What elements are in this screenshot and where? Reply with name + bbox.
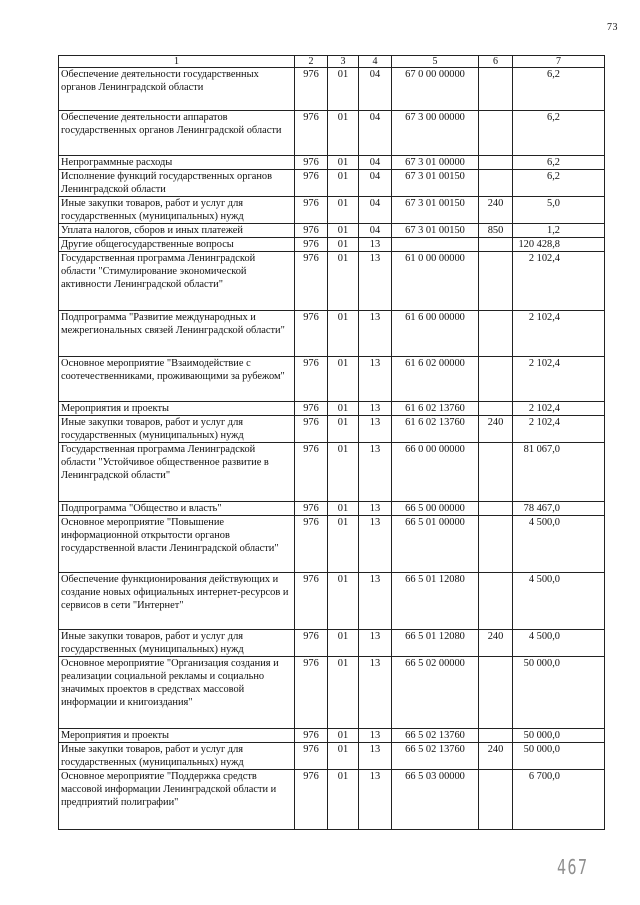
cell-admin-code: 976: [295, 729, 328, 743]
cell-name: Мероприятия и проекты: [59, 729, 295, 743]
cell-target-article: 66 5 02 13760: [392, 743, 479, 770]
cell-subsection: 13: [359, 630, 392, 657]
cell-name: Основное мероприятие "Взаимодействие с соотечественниками, проживающими за рубежом": [59, 357, 295, 402]
cell-amount: 4 500,0: [513, 573, 605, 630]
cell-subsection: 13: [359, 416, 392, 443]
cell-admin-code: 976: [295, 743, 328, 770]
cell-expense-type: [479, 357, 513, 402]
cell-amount: 2 102,4: [513, 311, 605, 357]
cell-section: 01: [328, 357, 359, 402]
cell-section: 01: [328, 68, 359, 111]
cell-expense-type: [479, 111, 513, 156]
table-row: [59, 443, 605, 502]
cell-expense-type: [479, 770, 513, 830]
cell-amount: 4 500,0: [513, 630, 605, 657]
cell-subsection: 04: [359, 170, 392, 197]
cell-amount: 50 000,0: [513, 743, 605, 770]
table-row: [59, 657, 605, 729]
cell-amount: 6,2: [513, 68, 605, 111]
cell-amount: 78 467,0: [513, 502, 605, 516]
table-row: [59, 197, 605, 224]
table-row: [59, 357, 605, 402]
cell-name: Иные закупки товаров, работ и услуг для государственных (муниципальных) нужд: [59, 630, 295, 657]
cell-admin-code: 976: [295, 170, 328, 197]
cell-target-article: 67 3 01 00150: [392, 170, 479, 197]
cell-target-article: 61 6 02 13760: [392, 402, 479, 416]
cell-subsection: 13: [359, 402, 392, 416]
cell-section: 01: [328, 516, 359, 573]
cell-name: Основное мероприятие "Повышение информационной открытости органов государственной власти Ленинградской области": [59, 516, 295, 573]
cell-admin-code: 976: [295, 630, 328, 657]
cell-target-article: 66 5 01 12080: [392, 630, 479, 657]
cell-expense-type: [479, 502, 513, 516]
cell-amount: 2 102,4: [513, 252, 605, 311]
column-header: 6: [479, 56, 513, 68]
cell-admin-code: 976: [295, 238, 328, 252]
cell-expense-type: 240: [479, 416, 513, 443]
cell-expense-type: [479, 729, 513, 743]
cell-expense-type: [479, 252, 513, 311]
cell-expense-type: 240: [479, 630, 513, 657]
cell-expense-type: 240: [479, 743, 513, 770]
cell-name: Иные закупки товаров, работ и услуг для государственных (муниципальных) нужд: [59, 416, 295, 443]
cell-target-article: 66 0 00 00000: [392, 443, 479, 502]
table-row: [59, 416, 605, 443]
cell-target-article: 66 5 02 13760: [392, 729, 479, 743]
cell-section: 01: [328, 197, 359, 224]
cell-section: 01: [328, 252, 359, 311]
cell-name: Иные закупки товаров, работ и услуг для государственных (муниципальных) нужд: [59, 197, 295, 224]
cell-name: Обеспечение деятельности аппаратов государственных органов Ленинградской области: [59, 111, 295, 156]
cell-amount: 6,2: [513, 111, 605, 156]
cell-subsection: 13: [359, 357, 392, 402]
cell-name: Непрограммные расходы: [59, 156, 295, 170]
cell-expense-type: [479, 573, 513, 630]
cell-expense-type: [479, 443, 513, 502]
cell-expense-type: [479, 311, 513, 357]
cell-name: Уплата налогов, сборов и иных платежей: [59, 224, 295, 238]
cell-admin-code: 976: [295, 402, 328, 416]
cell-amount: 120 428,8: [513, 238, 605, 252]
column-header: 3: [328, 56, 359, 68]
cell-amount: 2 102,4: [513, 402, 605, 416]
cell-expense-type: [479, 170, 513, 197]
cell-target-article: 66 5 02 00000: [392, 657, 479, 729]
cell-name: Другие общегосударственные вопросы: [59, 238, 295, 252]
cell-admin-code: 976: [295, 68, 328, 111]
table-header: [59, 56, 605, 68]
cell-target-article: 66 5 00 00000: [392, 502, 479, 516]
cell-name: Мероприятия и проекты: [59, 402, 295, 416]
cell-target-article: 67 3 00 00000: [392, 111, 479, 156]
cell-amount: 5,0: [513, 197, 605, 224]
cell-name: Основное мероприятие "Организация создания и реализации социальной рекламы и социально значимых проектов в средствах массовой информации и книгоиздания": [59, 657, 295, 729]
column-header: 1: [59, 56, 295, 68]
cell-subsection: 04: [359, 224, 392, 238]
cell-name: Исполнение функций государственных органов Ленинградской области: [59, 170, 295, 197]
table-row: [59, 402, 605, 416]
cell-target-article: 66 5 01 00000: [392, 516, 479, 573]
cell-target-article: 67 0 00 00000: [392, 68, 479, 111]
cell-admin-code: 976: [295, 357, 328, 402]
table-row: [59, 729, 605, 743]
cell-amount: 81 067,0: [513, 443, 605, 502]
cell-name: Обеспечение деятельности государственных органов Ленинградской области: [59, 68, 295, 111]
cell-subsection: 13: [359, 770, 392, 830]
cell-admin-code: 976: [295, 516, 328, 573]
cell-name: Государственная программа Ленинградской области "Стимулирование экономической активности Ленинградской области": [59, 252, 295, 311]
table-row: [59, 68, 605, 111]
cell-subsection: 13: [359, 573, 392, 630]
cell-name: Иные закупки товаров, работ и услуг для государственных (муниципальных) нужд: [59, 743, 295, 770]
header-row: [59, 56, 605, 68]
table-row: [59, 573, 605, 630]
cell-section: 01: [328, 238, 359, 252]
cell-subsection: 13: [359, 252, 392, 311]
cell-expense-type: [479, 516, 513, 573]
cell-target-article: 61 6 02 00000: [392, 357, 479, 402]
cell-section: 01: [328, 311, 359, 357]
table-row: [59, 170, 605, 197]
cell-admin-code: 976: [295, 156, 328, 170]
cell-amount: 50 000,0: [513, 657, 605, 729]
cell-subsection: 13: [359, 743, 392, 770]
page-number: 73: [607, 22, 618, 33]
table-row: [59, 111, 605, 156]
cell-section: 01: [328, 729, 359, 743]
cell-subsection: 13: [359, 502, 392, 516]
cell-target-article: 61 6 02 13760: [392, 416, 479, 443]
cell-section: 01: [328, 502, 359, 516]
table-row: [59, 238, 605, 252]
cell-subsection: 04: [359, 156, 392, 170]
cell-section: 01: [328, 170, 359, 197]
cell-amount: 6,2: [513, 156, 605, 170]
cell-admin-code: 976: [295, 111, 328, 156]
cell-section: 01: [328, 224, 359, 238]
handwritten-stamp-number: 467: [557, 855, 589, 879]
cell-subsection: 04: [359, 197, 392, 224]
cell-name: Подпрограмма "Общество и власть": [59, 502, 295, 516]
cell-section: 01: [328, 443, 359, 502]
cell-subsection: 04: [359, 111, 392, 156]
cell-section: 01: [328, 743, 359, 770]
cell-section: 01: [328, 402, 359, 416]
cell-section: 01: [328, 111, 359, 156]
cell-amount: 6 700,0: [513, 770, 605, 830]
cell-admin-code: 976: [295, 197, 328, 224]
cell-subsection: 13: [359, 311, 392, 357]
cell-admin-code: 976: [295, 502, 328, 516]
cell-admin-code: 976: [295, 770, 328, 830]
cell-name: Государственная программа Ленинградской области "Устойчивое общественное развитие в Ленинградской области": [59, 443, 295, 502]
table-row: [59, 156, 605, 170]
table-row: [59, 311, 605, 357]
table-row: [59, 516, 605, 573]
cell-section: 01: [328, 630, 359, 657]
cell-expense-type: [479, 238, 513, 252]
cell-section: 01: [328, 416, 359, 443]
cell-subsection: 04: [359, 68, 392, 111]
cell-name: Обеспечение функционирования действующих и создание новых официальных интернет-ресурсов и сервисов в сети "Интернет": [59, 573, 295, 630]
table-row: [59, 252, 605, 311]
table-row: [59, 224, 605, 238]
cell-amount: 6,2: [513, 170, 605, 197]
table-row: [59, 743, 605, 770]
cell-admin-code: 976: [295, 416, 328, 443]
cell-subsection: 13: [359, 238, 392, 252]
cell-subsection: 13: [359, 657, 392, 729]
cell-expense-type: [479, 68, 513, 111]
cell-amount: 4 500,0: [513, 516, 605, 573]
cell-admin-code: 976: [295, 311, 328, 357]
cell-subsection: 13: [359, 443, 392, 502]
column-header: 2: [295, 56, 328, 68]
table-row: [59, 770, 605, 830]
cell-section: 01: [328, 573, 359, 630]
cell-name: Подпрограмма "Развитие международных и межрегиональных связей Ленинградской области": [59, 311, 295, 357]
cell-section: 01: [328, 657, 359, 729]
cell-section: 01: [328, 770, 359, 830]
cell-expense-type: [479, 402, 513, 416]
cell-target-article: 61 0 00 00000: [392, 252, 479, 311]
cell-subsection: 13: [359, 729, 392, 743]
cell-target-article: [392, 238, 479, 252]
cell-amount: 1,2: [513, 224, 605, 238]
cell-amount: 50 000,0: [513, 729, 605, 743]
cell-admin-code: 976: [295, 443, 328, 502]
column-header: 5: [392, 56, 479, 68]
table-body: [59, 68, 605, 830]
budget-table: [58, 55, 605, 830]
cell-amount: 2 102,4: [513, 357, 605, 402]
cell-expense-type: [479, 156, 513, 170]
cell-target-article: 61 6 00 00000: [392, 311, 479, 357]
cell-target-article: 67 3 01 00150: [392, 197, 479, 224]
column-header: 7: [513, 56, 605, 68]
cell-admin-code: 976: [295, 224, 328, 238]
cell-expense-type: 850: [479, 224, 513, 238]
cell-expense-type: 240: [479, 197, 513, 224]
cell-expense-type: [479, 657, 513, 729]
table-row: [59, 502, 605, 516]
table-row: [59, 630, 605, 657]
column-header: 4: [359, 56, 392, 68]
cell-subsection: 13: [359, 516, 392, 573]
cell-target-article: 67 3 01 00000: [392, 156, 479, 170]
cell-admin-code: 976: [295, 573, 328, 630]
cell-amount: 2 102,4: [513, 416, 605, 443]
cell-target-article: 67 3 01 00150: [392, 224, 479, 238]
cell-section: 01: [328, 156, 359, 170]
cell-target-article: 66 5 03 00000: [392, 770, 479, 830]
cell-admin-code: 976: [295, 657, 328, 729]
cell-target-article: 66 5 01 12080: [392, 573, 479, 630]
cell-admin-code: 976: [295, 252, 328, 311]
cell-name: Основное мероприятие "Поддержка средств массовой информации Ленинградской области и предприятий полиграфии": [59, 770, 295, 830]
